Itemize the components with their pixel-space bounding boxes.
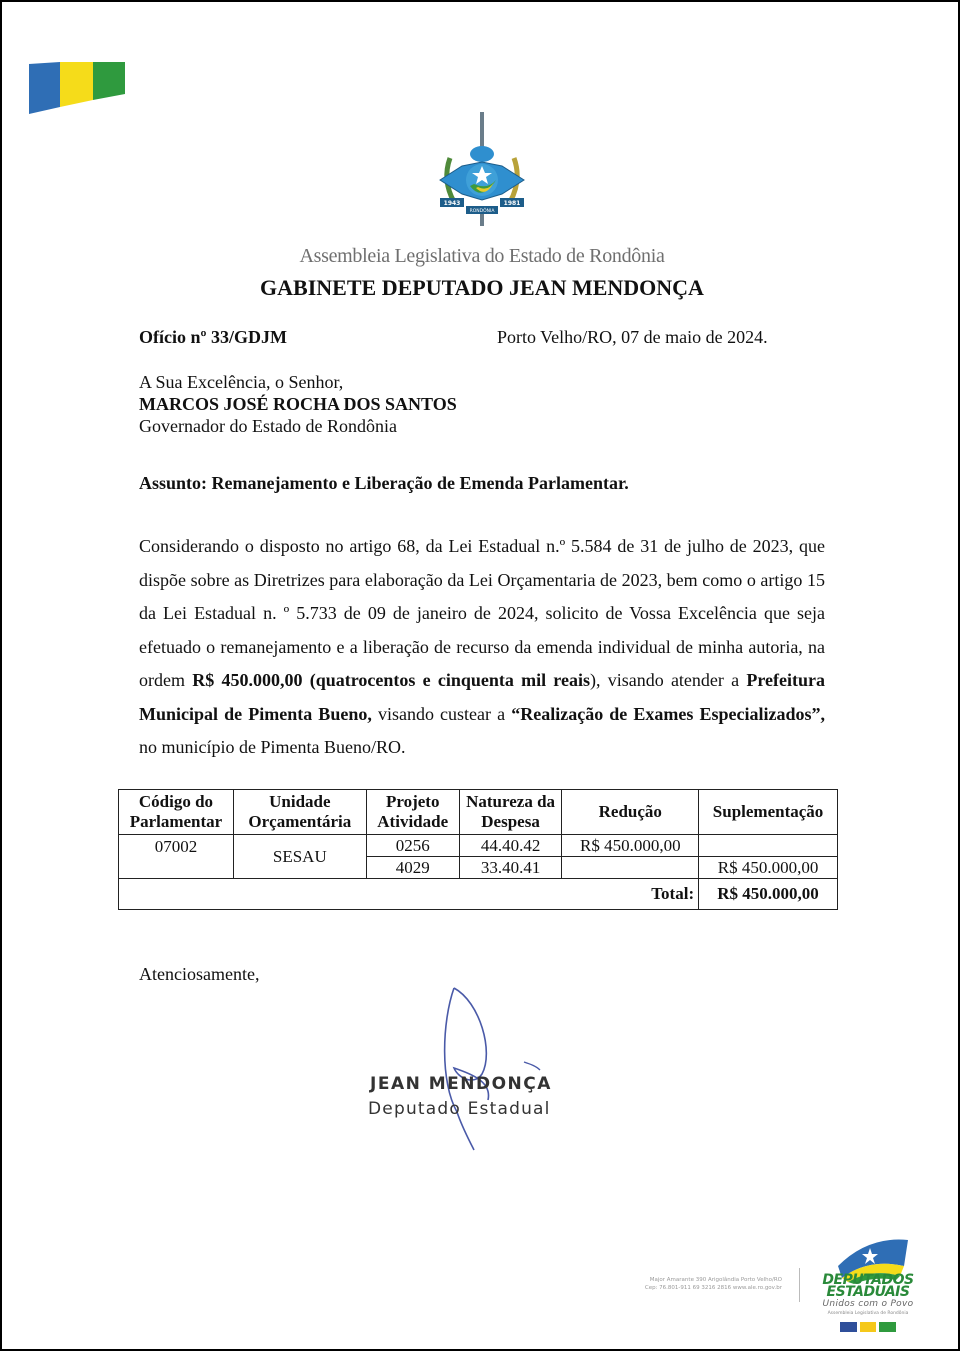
total-label: Total: [119,879,699,910]
logo-subtitle: Assembleia Legislativa de Rondônia [827,1311,909,1316]
cabinet-title: GABINETE DEPUTADO JEAN MENDONÇA [260,275,704,300]
svg-text:1943: 1943 [443,200,461,207]
recipient-name: MARCOS JOSÉ ROCHA DOS SANTOS [139,394,457,414]
cell-projeto: 4029 [366,857,459,879]
assembly-name: Assembleia Legislativa do Estado de Rondônia [299,245,665,267]
address-line: Major Amarante 390 Arigolândia Porto Velho/RO [649,1277,782,1283]
signatory-title: Deputado Estadual [368,1099,551,1119]
cell-reducao: R$ 450.000,00 [562,835,699,857]
letter-reference: Ofício nº 33/GDJM [139,327,287,347]
footer-address [602,1276,782,1292]
address-line: Cep: 76.801-911 69 3216 2816 www.ale.ro.gov.br [644,1285,782,1291]
cell-natureza: 44.40.42 [459,835,562,857]
cell-projeto: 0256 [366,835,459,857]
svg-text:1981: 1981 [503,200,521,207]
cell-natureza: 33.40.41 [459,857,562,879]
rondonia-flag-stripes-icon [29,62,125,114]
place-date: Porto Velho/RO, 07 de maio de 2024. [497,327,768,347]
cell-codigo: 07002 [119,835,234,879]
header-unidade: Unidade Orçamentária [233,790,366,835]
signatory-name: JEAN MENDONÇA [370,1074,552,1094]
cell-suplementacao [699,835,838,857]
body-text-part: Considerando o disposto no artigo 68, da Lei Estadual n.º 5.584 de 31 de julho de 2023, que dispõe sobre as Diretrizes para elaboração da Lei Orçamentaria de 2023, bem como o artigo 15 da Lei Estadual n. º 5.733 de 09 de janeiro de 2024, solicito de Vossa Excelência que seja efetuado o remanejamento e a liberação de recurso da emenda individual de minha autoria, na ordem [139,536,825,690]
logo-slogan: Unidos com o Povo [822,1299,914,1309]
table-header-row [119,790,838,835]
body-beneficiary: Prefeitura Municipal de Pimenta Bueno, [139,670,826,724]
logo-title-line2: ESTADUAIS [826,1284,910,1300]
logo-bar-green [879,1322,896,1332]
body-text-part: ), visando atender a [589,670,747,690]
header-natureza: Natureza da Despesa [459,790,562,835]
logo-title-line1: DEPUTADOS [822,1272,914,1288]
logo-color-bars [840,1322,896,1332]
logo-bar-blue [840,1322,857,1332]
body-amount: R$ 450.000,00 (quatrocentos e cinquenta mil reais [192,670,590,690]
recipient-salutation: A Sua Excelência, o Senhor, [139,372,344,392]
body-text-part: no município de Pimenta Bueno/RO. [139,737,406,757]
recipient-block [139,371,457,437]
body-purpose: “Realização de Exames Especializados”, [511,703,826,724]
footer-divider [799,1268,800,1302]
total-value: R$ 450.000,00 [699,879,838,910]
handwritten-signature-icon [362,982,642,1162]
body-text-part: visando custear a [371,703,512,724]
header-projeto: Projeto Atividade [366,790,459,835]
closing: Atenciosamente, [139,964,260,984]
state-coat-of-arms-icon [432,110,532,230]
recipient-title: Governador do Estado de Rondônia [139,416,397,436]
budget-table [118,789,838,910]
svg-text:RONDÔNIA: RONDÔNIA [469,209,495,214]
header-suplementacao: Suplementação [699,790,838,835]
table-row [119,835,838,857]
letter-body [139,530,825,765]
header-reducao: Redução [562,790,699,835]
cell-unidade: SESAU [233,835,366,879]
table-total-row [119,879,838,910]
logo-bar-yellow [860,1322,877,1332]
letter-subject: Assunto: Remanejamento e Liberação de Emenda Parlamentar. [139,473,629,493]
cell-suplementacao: R$ 450.000,00 [699,857,838,879]
header-codigo: Código do Parlamentar [119,790,234,835]
cell-reducao [562,857,699,879]
